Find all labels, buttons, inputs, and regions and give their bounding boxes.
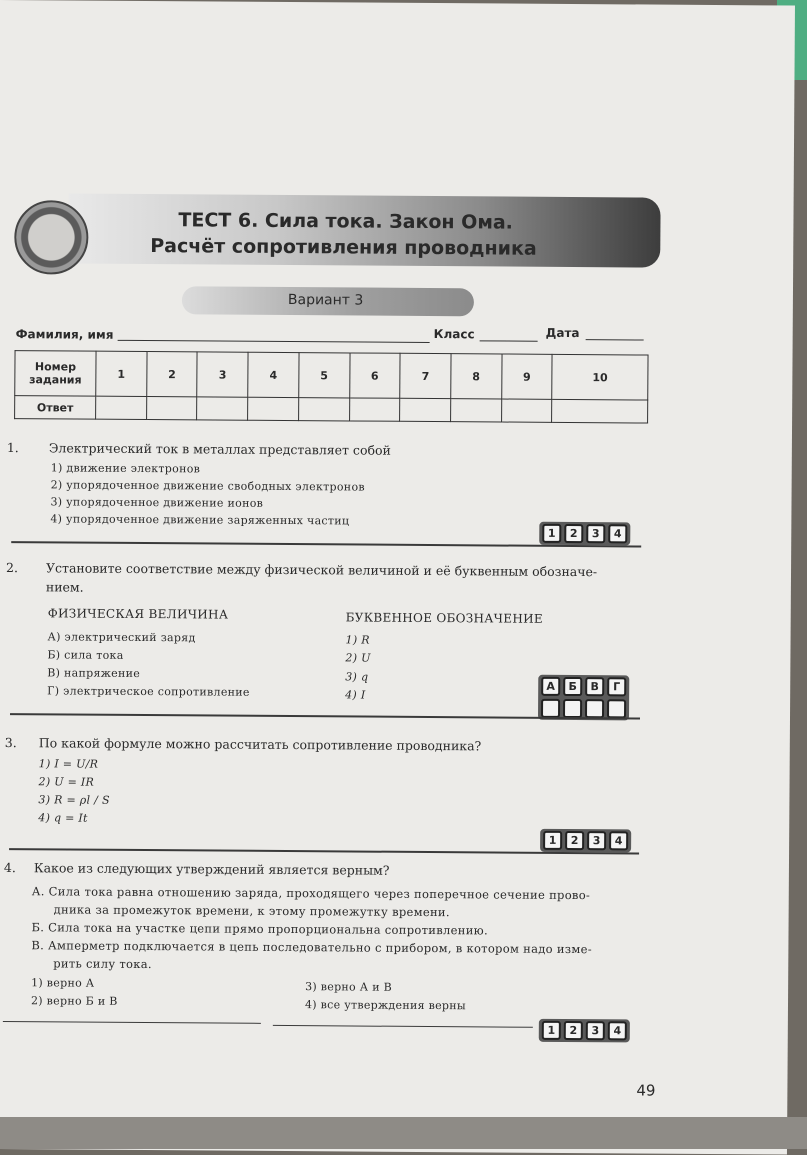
q4-statement-a-cont: дника за промежуток времени, к этому промежутку времени. [53, 902, 450, 920]
q3-option: 1) I = U/R [38, 757, 99, 771]
answer-box[interactable]: 3 [586, 524, 605, 543]
answer-letter-box: Г [607, 677, 626, 696]
answer-input-box[interactable] [585, 699, 604, 718]
page-title: ТЕСТ 6. Сила тока. Закон Ома. [178, 209, 514, 234]
q1-number: 1. [6, 440, 19, 456]
q2-left-header: ФИЗИЧЕСКАЯ ВЕЛИЧИНА [47, 606, 229, 622]
answer-box[interactable]: 2 [564, 1021, 583, 1040]
task-number: 5 [299, 353, 350, 398]
divider [3, 1021, 261, 1024]
q4-option: 2) верно Б и В [30, 994, 118, 1008]
q3-answer-boxes [540, 829, 631, 853]
answer-cell[interactable] [146, 397, 197, 420]
answer-input-box[interactable] [541, 699, 560, 718]
answer-box[interactable]: 4 [608, 1021, 627, 1040]
page-subtitle: Расчёт сопротивления проводника [150, 235, 537, 260]
q3-option: 2) U = IR [38, 775, 95, 789]
q2-right-item: 2) U [345, 651, 371, 665]
q1-option: 1) движение электронов [50, 461, 201, 476]
q3-number: 3. [4, 735, 17, 751]
answer-box[interactable]: 2 [565, 831, 584, 850]
clock-icon [14, 200, 89, 275]
divider [273, 1025, 533, 1028]
q2-answer-grid [538, 675, 629, 721]
answer-cell[interactable] [501, 399, 552, 422]
task-number: 8 [451, 354, 502, 399]
q1-option: 3) упорядоченное движение ионов [50, 495, 264, 510]
q2-left-item: Б) сила тока [47, 648, 124, 662]
q2-left-item: В) напряжение [47, 666, 141, 680]
answer-table [14, 350, 648, 423]
q4-option: 3) верно А и В [305, 980, 393, 994]
q3-option: 4) q = It [38, 811, 88, 825]
q2-number: 2. [5, 560, 19, 576]
q4-statement-a: А. Сила тока равна отношению заряда, проходящего через поперечное сечение прово- [31, 884, 591, 903]
answer-header: Ответ [15, 396, 96, 420]
q2-text: Установите соответствие между физической величиной и её буквенным обозначе- [45, 560, 598, 580]
q4-text: Какое из следующих утверждений является верным? [33, 860, 390, 878]
q3-option: 3) R = ρl / S [38, 793, 110, 807]
name-label: Фамилия, имя [15, 327, 114, 342]
task-number: 10 [552, 354, 648, 400]
answer-box[interactable]: 1 [543, 831, 562, 850]
answer-cell[interactable] [552, 399, 648, 423]
class-field[interactable] [480, 340, 538, 341]
q1-option: 4) упорядоченное движение заряженных частиц [50, 512, 350, 528]
q2-left-item: Г) электрическое сопротивление [47, 684, 250, 699]
class-label: Класс [433, 327, 475, 342]
task-number: 6 [349, 353, 400, 398]
date-field[interactable] [586, 339, 644, 340]
q4-option: 4) все утверждения верны [304, 998, 467, 1013]
answer-box[interactable]: 1 [542, 524, 561, 543]
q2-right-item: 1) R [345, 633, 370, 647]
answer-cell[interactable] [450, 399, 501, 422]
q1-text: Электрический ток в металлах представляет собой [48, 440, 391, 458]
task-number: 4 [248, 352, 299, 397]
task-number: 9 [501, 354, 552, 399]
q4-number: 4. [3, 860, 16, 876]
answer-box[interactable]: 3 [587, 831, 606, 850]
page-number: 49 [636, 1081, 656, 1100]
answer-letter-box: Б [563, 677, 582, 696]
task-number: 7 [400, 353, 451, 398]
answer-box[interactable]: 4 [609, 831, 628, 850]
answer-box[interactable]: 2 [564, 524, 583, 543]
q2-right-item: 4) I [345, 688, 366, 702]
number-header: Номер задания [15, 351, 96, 397]
answer-box[interactable]: 1 [542, 1021, 561, 1040]
answer-input-box[interactable] [607, 699, 626, 718]
task-number: 3 [197, 352, 248, 397]
q1-answer-boxes [539, 522, 630, 546]
answer-box[interactable]: 4 [608, 524, 627, 543]
answer-letter-box: В [585, 677, 604, 696]
answer-box[interactable]: 3 [586, 1021, 605, 1040]
q2-right-item: 3) q [345, 670, 369, 684]
answer-input-box[interactable] [563, 699, 582, 718]
answer-letter-box: А [541, 677, 560, 696]
q3-text: По какой формуле можно рассчитать сопротивление проводника? [38, 735, 482, 754]
answer-cell[interactable] [197, 397, 248, 420]
q4-statement-c-cont: рить силу тока. [53, 956, 152, 972]
q4-statement-b: Б. Сила тока на участке цепи прямо пропорциональна сопротивлению. [31, 920, 489, 938]
answer-cell[interactable] [349, 398, 400, 421]
task-number: 2 [146, 352, 197, 397]
answer-cell[interactable] [298, 398, 349, 421]
date-label: Дата [545, 325, 580, 341]
background-edge [0, 1117, 807, 1149]
answer-cell[interactable] [96, 396, 147, 419]
q2-right-header: БУКВЕННОЕ ОБОЗНАЧЕНИЕ [345, 610, 543, 626]
task-number: 1 [96, 351, 147, 396]
q2-text-cont: нием. [45, 579, 84, 595]
answer-cell[interactable] [400, 398, 451, 421]
q4-answer-boxes [539, 1019, 630, 1043]
answer-cell[interactable] [248, 397, 299, 420]
q1-option: 2) упорядоченное движение свободных электронов [50, 478, 365, 494]
q4-statement-c: В. Амперметр подключается в цепь последовательно с прибором, в котором надо изме- [31, 938, 592, 957]
name-field[interactable] [118, 340, 430, 343]
q2-left-item: А) электрический заряд [47, 630, 196, 645]
q4-option: 1) верно А [31, 976, 95, 990]
variant-label: Вариант 3 [287, 292, 364, 309]
